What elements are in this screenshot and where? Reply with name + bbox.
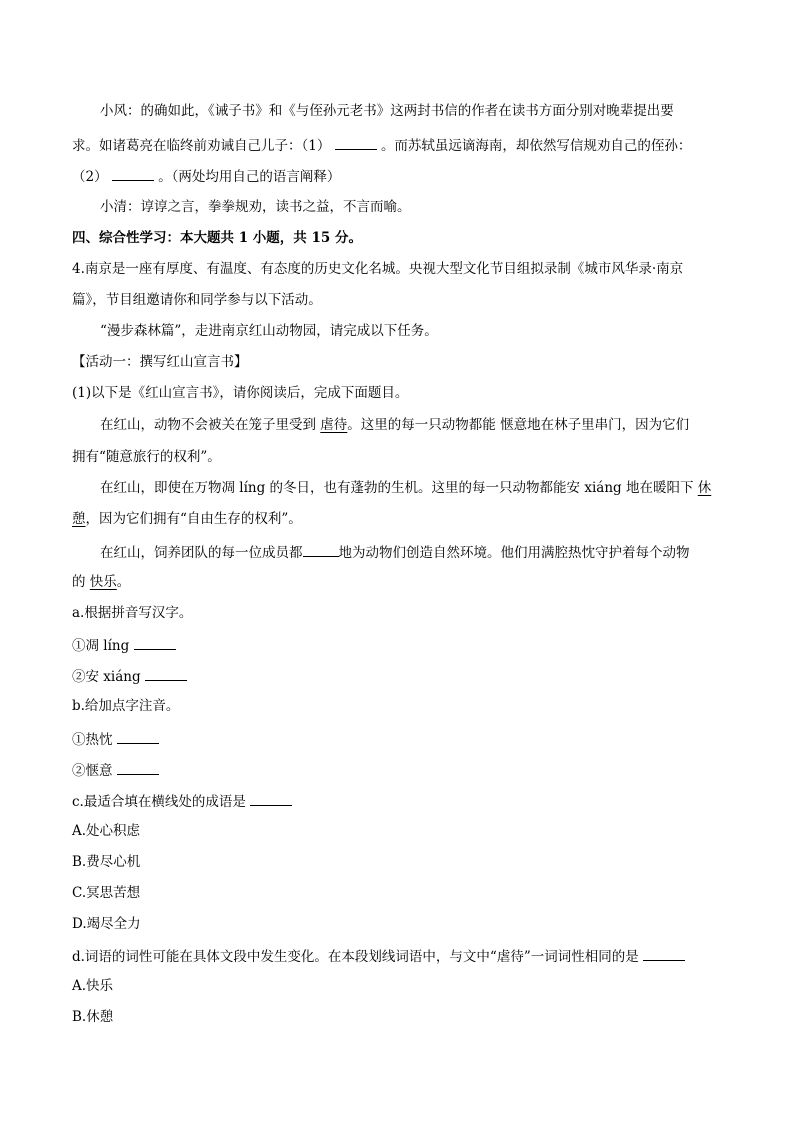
text: ②惬意 <box>72 763 113 779</box>
text: 在红山，即使在万物凋 líng 的冬日，也有蓬勃的生机。这里的每一只动物都能安 xiáng 地在暖阳下 <box>100 480 694 496</box>
option-c-b[interactable]: B.费尽心机 <box>72 854 141 870</box>
question-a-1 <box>72 635 176 655</box>
answer-blank-2[interactable] <box>112 166 154 181</box>
q4-line-1: 4.南京是一座有厚度、有温度、有态度的历史文化名城。央视大型文化节目组拟录制《城市风华录·南京 <box>72 261 684 277</box>
answer-blank[interactable] <box>145 666 187 681</box>
text: 在红山，动物不会被关在笼子里受到 <box>100 417 316 433</box>
answer-blank[interactable] <box>117 729 159 744</box>
text: c.最适合填在横线处的成语是 <box>72 794 246 810</box>
question-d-stem <box>72 946 685 966</box>
text: ①热忱 <box>72 732 113 748</box>
option-d-a[interactable]: A.快乐 <box>72 978 114 994</box>
manifesto-p1-line-1 <box>100 416 689 434</box>
q4-line-3: “漫步森林篇”，走进南京红山动物园，请完成以下任务。 <box>100 323 438 339</box>
option-c-d[interactable]: D.竭尽全力 <box>72 916 141 932</box>
xiaofeng-line-1 <box>100 102 674 120</box>
text: 。这里的每一只动物都能 <box>347 417 496 433</box>
text: d.词语的词性可能在具体文段中发生变化。在本段划线词语中，与文中“虐待”一词词性相同的是 <box>72 949 639 965</box>
answer-blank-1[interactable] <box>335 135 377 150</box>
option-d-b[interactable]: B.休憩 <box>72 1009 114 1025</box>
answer-blank[interactable] <box>134 635 176 650</box>
text: ①凋 líng <box>72 638 130 654</box>
manifesto-p3-line-2 <box>72 573 130 591</box>
question-a-2 <box>72 666 187 686</box>
answer-blank[interactable] <box>250 791 292 806</box>
question-c-stem <box>72 791 292 811</box>
text: 地在林子里串门，因为它们 <box>527 417 690 433</box>
text: 小风：的确如此，《诫子书》和《与侄孙元老书》这两封书信的作者在读书方面分别对晚辈提出要 <box>100 103 674 119</box>
xiaofeng-line-2 <box>72 135 691 155</box>
q4-line-2: 篇》，节目组邀请你和同学参与以下活动。 <box>72 292 322 308</box>
manifesto-p2-line-2 <box>72 510 302 528</box>
idiom-blank[interactable] <box>303 542 339 557</box>
question-b-stem: b.给加点字注音。 <box>72 698 180 714</box>
sub-question-1: (1)以下是《红山宣言书》，请你阅读后，完成下面题目。 <box>72 385 409 401</box>
text: 。而苏轼虽远谪海南，却依然写信规劝自己的侄孙： <box>380 138 692 154</box>
text: 在红山，饲养团队的每一位成员都 <box>100 545 303 561</box>
text: ②安 xiáng <box>72 669 141 685</box>
manifesto-p2-line-1 <box>100 479 711 497</box>
question-a-stem: a.根据拼音写汉字。 <box>72 605 193 621</box>
option-c-a[interactable]: A.处心积虑 <box>72 823 141 839</box>
question-b-1 <box>72 729 159 749</box>
text: 。（两处均用自己的语言阐释） <box>158 169 341 185</box>
text: 惬意 <box>500 417 528 433</box>
answer-blank[interactable] <box>117 760 159 775</box>
underlined-word: 快乐 <box>89 574 117 590</box>
text: 求。如诸葛亮在临终前劝诫自己儿子：（1） <box>72 138 331 154</box>
section-heading: 四、综合性学习：本大题共 1 小题，共 15 分。 <box>72 230 362 246</box>
text: （2） <box>72 169 108 185</box>
text: 小清：谆谆之言，拳拳规劝，读书之益，不言而喻。 <box>100 199 411 215</box>
activity-1-title: 【活动一：撰写红山宣言书】 <box>72 354 248 370</box>
manifesto-p1-line-2: 拥有“随意旅行的权利”。 <box>72 449 221 465</box>
text: ，因为它们拥有“自由生存的权利”。 <box>85 511 302 527</box>
manifesto-p3-line-1 <box>100 542 690 562</box>
question-b-2 <box>72 760 159 780</box>
xiaofeng-line-3 <box>72 166 340 186</box>
underlined-word: 憩 <box>72 511 86 527</box>
text: 。 <box>116 574 131 590</box>
text: 的 <box>72 574 86 590</box>
option-c-c[interactable]: C.冥思苦想 <box>72 885 141 901</box>
text: 地为动物们创造自然环境。他们用满腔热忱守护着每个动物 <box>338 545 690 561</box>
xiaoqing-line <box>100 198 411 216</box>
underlined-word: 虐待 <box>320 417 348 433</box>
answer-blank[interactable] <box>643 946 685 961</box>
underlined-word: 休 <box>697 480 712 496</box>
